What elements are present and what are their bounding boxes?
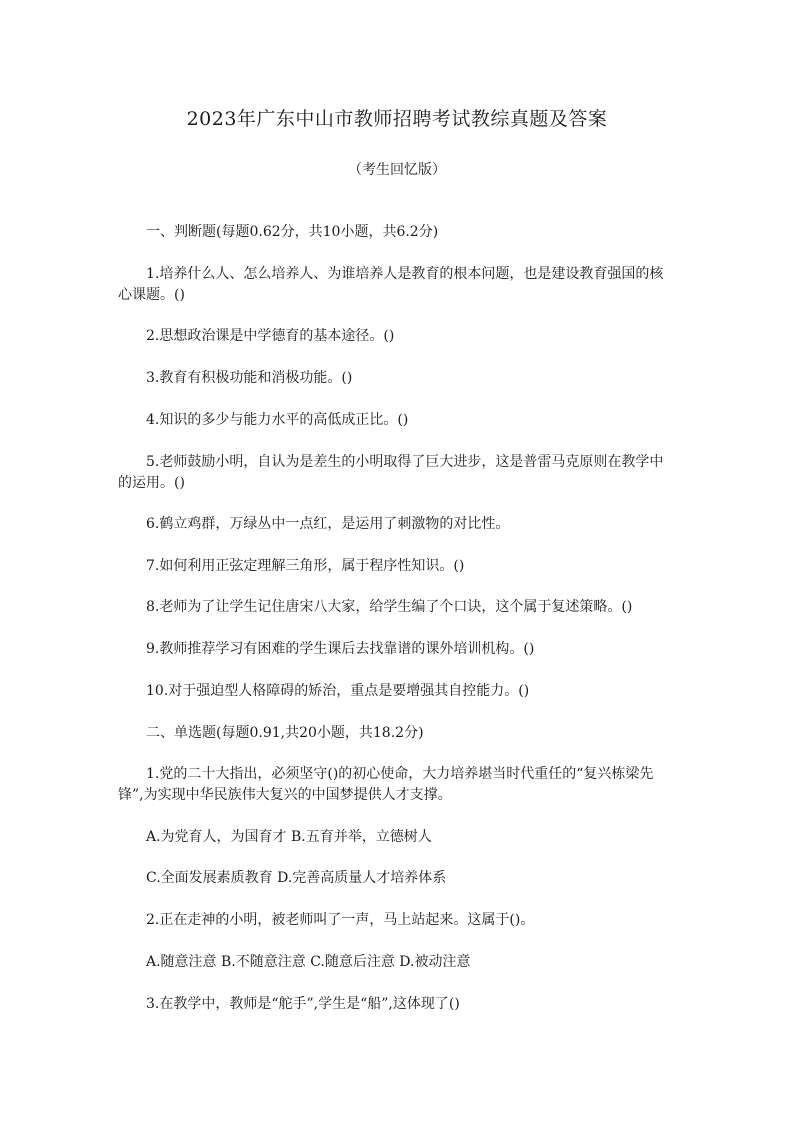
section-heading-judgment: 一、判断题(每题0.62分，共10小题，共6.2分) [146,224,439,240]
question-text: 3.教育有积极功能和消极功能。() [146,370,353,386]
question-text: 1.培养什么人、怎么培养人、为谁培养人是教育的根本问题，也是建设教育强国的核 [146,266,664,282]
question-text: 2.正在走神的小明，被老师叫了一声，马上站起来。这属于()。 [146,912,535,928]
question-text: 1.党的二十大指出，必须坚守()的初心使命，大力培养堪当时代重任的“复兴栋梁先 [146,766,654,782]
question-text: 8.老师为了让学生记住唐宋八大家，给学生编了个口诀，这个属于复述策略。() [146,599,633,615]
question-text: 6.鹤立鸡群，万绿丛中一点红，是运用了刺激物的对比性。 [146,516,510,532]
question-text: 5.老师鼓励小明，自认为是差生的小明取得了巨大进步，这是普雷马克原则在教学中 [146,454,664,470]
question-text: 2.思想政治课是中学德育的基本途径。() [146,328,395,344]
section-heading-single-choice: 二、单选题(每题0.91,共20小题，共18.2分) [146,725,424,741]
page-title: 2023年广东中山市教师招聘考试教综真题及答案 [186,108,608,130]
answer-options: C.全面发展素质教育 D.完善高质量人才培养体系 [146,870,447,886]
question-text: 9.教师推荐学习有困难的学生课后去找靠谱的课外培训机构。() [146,641,535,657]
question-text: 10.对于强迫型人格障碍的矫治，重点是要增强其自控能力。() [146,683,530,699]
question-text: 3.在教学中，教师是“舵手”,学生是“船”,这体现了() [146,996,460,1012]
question-text: 的运用。() [118,475,185,491]
question-text: 7.如何利用正弦定理解三角形，属于程序性知识。() [146,558,465,574]
answer-options: A.随意注意 B.不随意注意 C.随意后注意 D.被动注意 [146,954,471,970]
question-text: 锋”,为实现中华民族伟大复兴的中国梦提供人才支撑。 [118,787,452,803]
question-text: 心课题。() [118,287,185,303]
answer-options: A.为党育人，为国育才 B.五育并举，立德树人 [146,829,432,845]
page-subtitle: （考生回忆版） [348,162,446,178]
question-text: 4.知识的多少与能力水平的高低成正比。() [146,412,409,428]
